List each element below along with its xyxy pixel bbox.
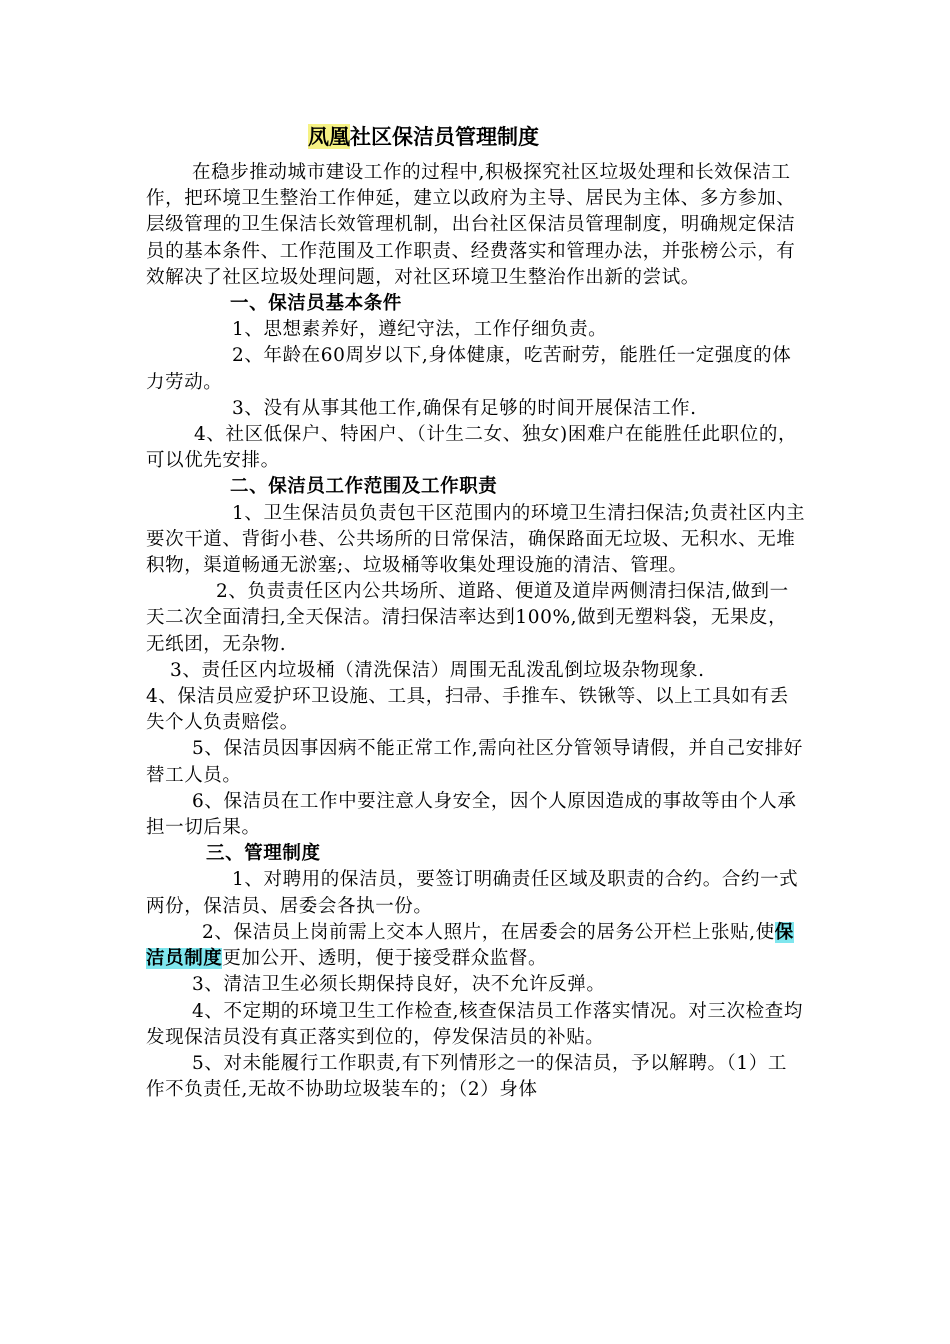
section1-item-3: 3、没有从事其他工作,确保有足够的时间开展保洁工作. [232, 397, 697, 419]
section1-item-4: 4、社区低保户、特困户、（计生二女、独女)困难户在能胜任此职位的，可以优先安排。 [146, 424, 798, 472]
section2-item-3: 3、责任区内垃圾桶（清洗保洁）周围无乱泼乱倒垃圾杂物现象. [170, 659, 705, 681]
intro-paragraph: 在稳步推动城市建设工作的过程中,积极探究社区垃圾处理和长效保洁工作，把环境卫生整治工作伸延，建立以政府为主导、居民为主体、多方参加、层级管理的卫生保洁长效管理机制，出台社区保洁员管理制度，明确规定保洁员的基本条件、工作范围及工作职责、经费落实和管理办法，并张榜公示，有效解决了社区垃圾处理问题，对社区环境卫生整治作出新的尝试。 [146, 162, 796, 288]
section3-heading: 三、管理制度 [206, 843, 321, 865]
highlight-cleaner-system: 保洁员制度 [146, 921, 794, 970]
title-text: 社区保洁员管理制度 [350, 124, 539, 149]
section1-item-2: 2、年龄在60周岁以下,身体健康，吃苦耐劳，能胜任一定强度的体力劳动。 [146, 345, 792, 393]
section2-item-4: 4、保洁员应爱护环卫设施、工具，扫帚、手推车、铁锹等、以上工具如有丢失个人负责赔偿。 [146, 686, 789, 734]
section1-heading: 一、保洁员基本条件 [230, 293, 402, 315]
document-title [308, 124, 539, 150]
section3-item-2 [146, 920, 806, 972]
section3-item-4: 4、不定期的环境卫生工作检查,核查保洁员工作落实情况。对三次检查均发现保洁员没有真正落实到位的，停发保洁员的补贴。 [146, 1000, 803, 1048]
section3-item-5: 5、对未能履行工作职责,有下列情形之一的保洁员，予以解聘。（1）工作不负责任,无故不协助垃圾装车的；（2）身体 [146, 1052, 787, 1101]
document-body [146, 160, 806, 1103]
section2-item-2: 2、负责责任区内公共场所、道路、便道及道岸两侧清扫保洁,做到一天二次全面清扫,全天保洁。清扫保洁率达到100%,做到无塑料袋，无果皮，无纸团，无杂物. [146, 581, 789, 655]
section3-item-2-text-after: 更加公开、透明，便于接受群众监督。 [222, 948, 548, 970]
section2-heading: 二、保洁员工作范围及工作职责 [230, 476, 498, 498]
section3-item-2-text: 2、保洁员上岗前需上交本人照片，在居委会的居务公开栏上张贴,使 [202, 921, 775, 943]
section3-item-3: 3、清洁卫生必须长期保持良好，决不允许反弹。 [192, 974, 606, 996]
section2-item-1: 1、卫生保洁员负责包干区范围内的环境卫生清扫保洁;负责社区内主要次干道、背街小巷、公共场所的日常保洁，确保路面无垃圾、无积水、无堆积物，渠道畅通无淤塞;、垃圾桶等收集处理设施的清洁、管理。 [146, 502, 806, 577]
section2-item-5: 5、保洁员因事因病不能正常工作,需向社区分管领导请假，并自己安排好替工人员。 [146, 738, 803, 786]
title-highlight: 凤凰 [308, 124, 350, 149]
section1-item-1: 1、思想素养好，遵纪守法，工作仔细负责。 [232, 319, 608, 341]
section2-item-6: 6、保洁员在工作中要注意人身安全，因个人原因造成的事故等由个人承担一切后果。 [146, 790, 797, 839]
section3-item-1: 1、对聘用的保洁员，要签订明确责任区域及职责的合约。合约一式两份，保洁员、居委会各执一份。 [146, 869, 799, 917]
